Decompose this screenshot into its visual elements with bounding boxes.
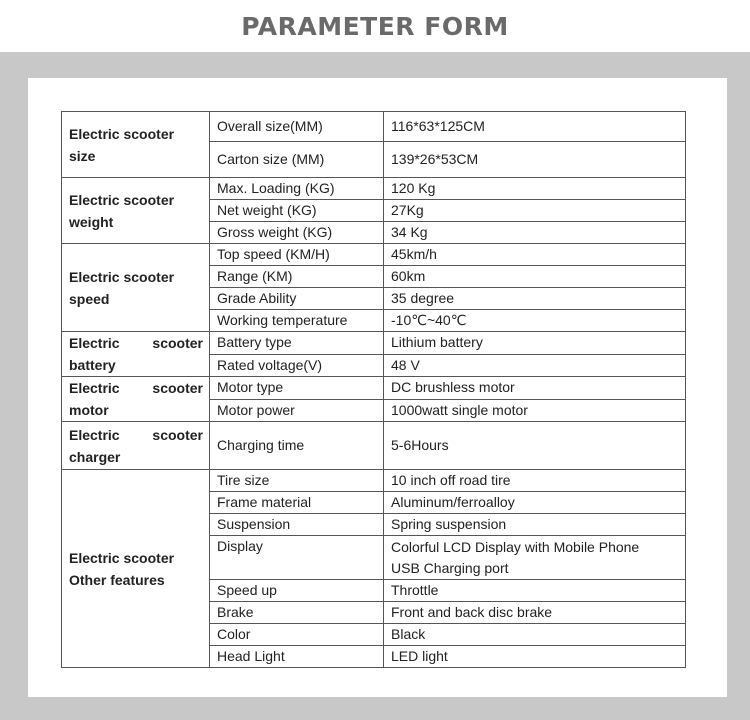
param-value: Colorful LCD Display with Mobile Phone USB Charging port — [384, 536, 686, 580]
param-label: Frame material — [210, 492, 384, 514]
param-value: 60km — [384, 266, 686, 288]
param-label: Suspension — [210, 514, 384, 536]
table-row — [62, 178, 686, 200]
param-value: DC brushless motor — [384, 377, 686, 400]
param-value: 45km/h — [384, 244, 686, 266]
param-label: Battery type — [210, 332, 384, 355]
category-cell-speed: Electric scooter speed — [62, 244, 210, 332]
param-label: Motor power — [210, 399, 384, 422]
param-value: 34 Kg — [384, 222, 686, 244]
table-row — [62, 470, 686, 492]
category-cell-size: Electric scooter size — [62, 112, 210, 178]
param-label: Net weight (KG) — [210, 200, 384, 222]
param-label: Brake — [210, 602, 384, 624]
param-label: Gross weight (KG) — [210, 222, 384, 244]
parameter-table — [61, 111, 686, 668]
param-label: Top speed (KM/H) — [210, 244, 384, 266]
param-label: Charging time — [210, 422, 384, 470]
table-row — [62, 422, 686, 470]
param-label: Speed up — [210, 580, 384, 602]
table-row — [62, 244, 686, 266]
category-cell-weight: Electric scooter weight — [62, 178, 210, 244]
param-value: Throttle — [384, 580, 686, 602]
table-row — [62, 112, 686, 142]
param-label: Display — [210, 536, 384, 580]
param-value: 48 V — [384, 354, 686, 377]
param-value: 27Kg — [384, 200, 686, 222]
table-row — [62, 332, 686, 355]
param-label: Rated voltage(V) — [210, 354, 384, 377]
param-value: 139*26*53CM — [384, 142, 686, 178]
param-label: Range (KM) — [210, 266, 384, 288]
param-label: Color — [210, 624, 384, 646]
category-cell-charger: Electric scooter charger — [62, 422, 210, 470]
param-value: 1000watt single motor — [384, 399, 686, 422]
param-value: 120 Kg — [384, 178, 686, 200]
param-value: Spring suspension — [384, 514, 686, 536]
param-label: Grade Ability — [210, 288, 384, 310]
param-value: Aluminum/ferroalloy — [384, 492, 686, 514]
category-cell-battery: Electric scooter battery — [62, 332, 210, 377]
param-value: 5-6Hours — [384, 422, 686, 470]
table-row — [62, 377, 686, 400]
param-value: Black — [384, 624, 686, 646]
param-label: Max. Loading (KG) — [210, 178, 384, 200]
page-title: PARAMETER FORM — [241, 11, 509, 41]
category-cell-motor: Electric scooter motor — [62, 377, 210, 422]
param-label: Motor type — [210, 377, 384, 400]
category-cell-other-features: Electric scooter Other features — [62, 470, 210, 668]
param-value: 116*63*125CM — [384, 112, 686, 142]
param-value: LED light — [384, 646, 686, 668]
param-label: Tire size — [210, 470, 384, 492]
param-value: -10℃~40℃ — [384, 310, 686, 332]
param-value: 10 inch off road tire — [384, 470, 686, 492]
param-label: Working temperature — [210, 310, 384, 332]
param-label: Carton size (MM) — [210, 142, 384, 178]
param-value: Front and back disc brake — [384, 602, 686, 624]
param-value: 35 degree — [384, 288, 686, 310]
param-label: Head Light — [210, 646, 384, 668]
param-label: Overall size(MM) — [210, 112, 384, 142]
param-value: Lithium battery — [384, 332, 686, 355]
